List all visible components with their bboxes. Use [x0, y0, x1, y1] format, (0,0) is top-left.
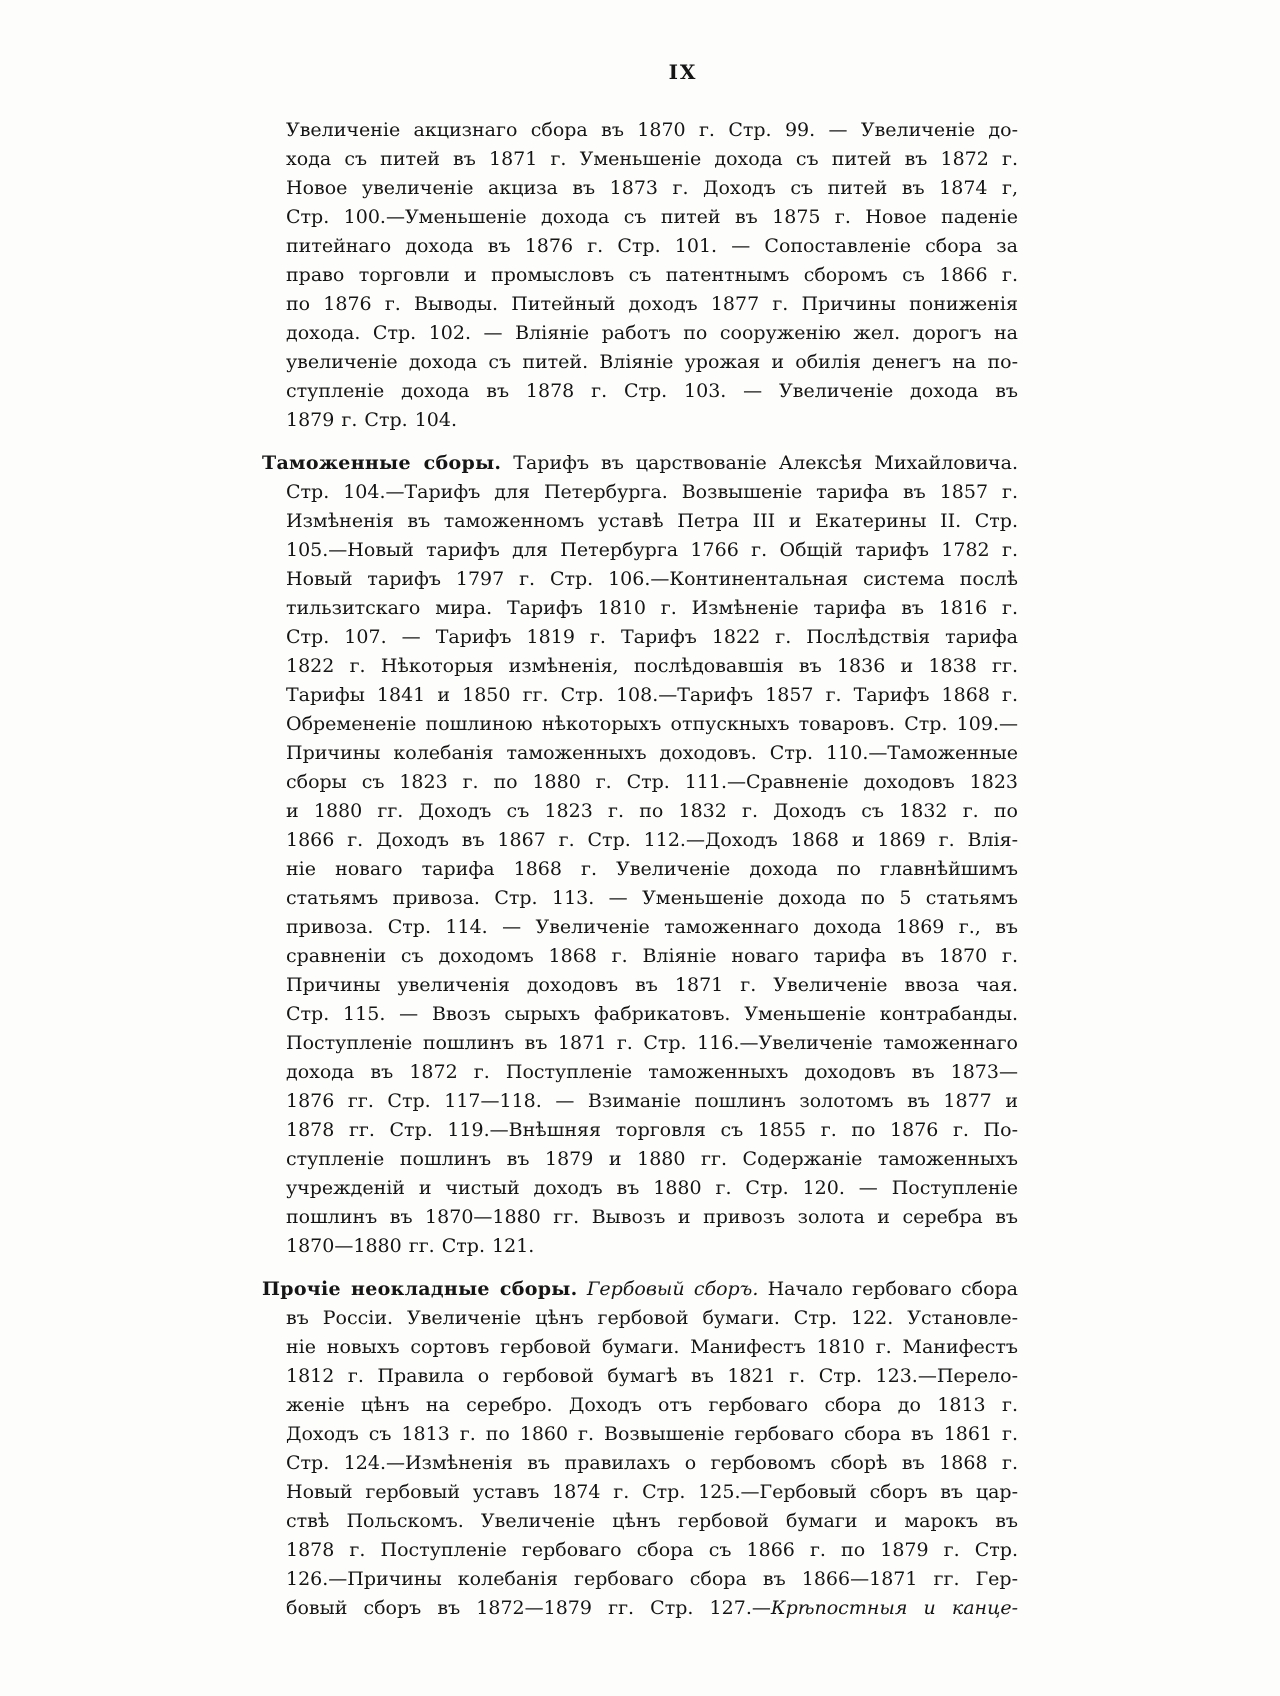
text-line [286, 942, 1018, 971]
text-segment: ступленіе дохода въ 1878 г. Стр. 103. — Увеличеніе дохода въ [286, 380, 1018, 402]
text-segment: Увеличеніе акцизнаго сбора въ 1870 г. Стр. 99. — Увеличеніе до- [286, 119, 1018, 141]
text-segment: Измѣненія въ таможенномъ уставѣ Петра III и Екатерины II. Стр. [286, 510, 1018, 532]
text-line [286, 1304, 1018, 1333]
text-segment: Новое увеличеніе акциза въ 1873 г. Доходъ съ питей въ 1874 г, [286, 177, 1018, 199]
text-line [286, 768, 1018, 797]
italic-subsection-lead: Крѣпостныя и канце- [770, 1597, 1018, 1619]
text-segment: право торговли и промысловъ съ патентнымъ сборомъ съ 1866 г. [286, 264, 1018, 286]
text-segment: 1812 г. Правила о гербовой бумагѣ въ 1821 г. Стр. 123.—Перело- [286, 1365, 1018, 1387]
text-line [286, 1565, 1018, 1594]
text-line [286, 1594, 1018, 1623]
text-line [286, 232, 1018, 261]
text-segment: Причины колебанія таможенныхъ доходовъ. Стр. 110.—Таможенные [286, 742, 1018, 764]
text-segment: Тарифъ въ царствованіе Алексѣя Михайловича. [501, 452, 1018, 474]
paragraph-other-non-salary-taxes [262, 1275, 1018, 1623]
text-segment: дохода въ 1872 г. Поступленіе таможенныхъ доходовъ въ 1873— [286, 1061, 1018, 1083]
text-line [286, 1478, 1018, 1507]
text-segment: дохода. Стр. 102. — Вліяніе работъ по сооруженію жел. дорогъ на [286, 322, 1018, 344]
text-segment: Стр. 107. — Тарифъ 1819 г. Тарифъ 1822 г. Послѣдствія тарифа [286, 626, 1018, 648]
text-line [286, 971, 1018, 1000]
text-line [286, 594, 1018, 623]
text-line [286, 478, 1018, 507]
text-line [286, 1449, 1018, 1478]
text-segment: Причины увеличенія доходовъ въ 1871 г. Увеличеніе ввоза чая. [286, 974, 1018, 996]
text-segment: 1866 г. Доходъ въ 1867 г. Стр. 112.—Доходъ 1868 и 1869 г. Влія- [286, 829, 1018, 851]
text-line [286, 1116, 1018, 1145]
text-segment: Доходъ съ 1813 г. по 1860 г. Возвышеніе гербоваго сбора въ 1861 г. [286, 1423, 1018, 1445]
text-line [286, 1391, 1018, 1420]
text-segment: сборы съ 1823 г. по 1880 г. Стр. 111.—Сравненіе доходовъ 1823 [286, 771, 1018, 793]
text-line [286, 319, 1018, 348]
text-line [262, 1275, 1018, 1304]
text-line [286, 1232, 1018, 1261]
text-segment: Стр. 100.—Уменьшеніе дохода съ питей въ 1875 г. Новое паденіе [286, 206, 1018, 228]
text-segment: статьямъ привоза. Стр. 113. — Уменьшеніе дохода по 5 статьямъ [286, 887, 1018, 909]
text-line [286, 652, 1018, 681]
text-segment: ніе новаго тарифа 1868 г. Увеличеніе дохода по главнѣйшимъ [286, 858, 1018, 880]
text-segment: Начало гербоваго сбора [758, 1278, 1018, 1300]
table-of-contents-text [262, 116, 1018, 1637]
text-line [286, 1362, 1018, 1391]
text-segment: въ Россіи. Увеличеніе цѣнъ гербовой бумаги. Стр. 122. Установле- [286, 1307, 1018, 1329]
page-number: IX [668, 60, 698, 84]
text-line [286, 623, 1018, 652]
text-segment: и 1880 гг. Доходъ съ 1823 г. по 1832 г. Доходъ съ 1832 г. по [286, 800, 1018, 822]
text-line [286, 174, 1018, 203]
text-segment: Поступленіе пошлинъ въ 1871 г. Стр. 116.—Увеличеніе таможеннаго [286, 1032, 1018, 1054]
text-segment: Новый тарифъ 1797 г. Стр. 106.—Континентальная система послѣ [286, 568, 1018, 590]
text-line [286, 261, 1018, 290]
text-segment: Новый гербовый уставъ 1874 г. Стр. 125.—Гербовый сборъ въ цар- [286, 1481, 1018, 1503]
text-segment: Тарифы 1841 и 1850 гг. Стр. 108.—Тарифъ 1857 г. Тарифъ 1868 г. [286, 684, 1018, 706]
text-segment: привоза. Стр. 114. — Увеличеніе таможеннаго дохода 1869 г., въ [286, 916, 1018, 938]
text-line [286, 377, 1018, 406]
text-line [262, 449, 1018, 478]
text-segment: Стр. 124.—Измѣненія въ правилахъ о гербовомъ сборѣ въ 1868 г. [286, 1452, 1018, 1474]
text-line [286, 145, 1018, 174]
text-line [286, 913, 1018, 942]
text-segment: Стр. 115. — Ввозъ сырыхъ фабрикатовъ. Уменьшеніе контрабанды. [286, 1003, 1018, 1025]
text-segment: учрежденій и чистый доходъ въ 1880 г. Стр. 120. — Поступленіе [286, 1177, 1018, 1199]
text-segment: сравненіи съ доходомъ 1868 г. Вліяніе новаго тарифа въ 1870 г. [286, 945, 1018, 967]
text-segment: 1870—1880 гг. Стр. 121. [286, 1235, 535, 1257]
text-line [286, 1203, 1018, 1232]
text-segment: 1878 гг. Стр. 119.—Внѣшняя торговля съ 1855 г. по 1876 г. По- [286, 1119, 1018, 1141]
text-segment: бовый сборъ въ 1872—1879 гг. Стр. 127.— [286, 1597, 771, 1619]
text-line [286, 565, 1018, 594]
text-line [286, 884, 1018, 913]
text-segment: питейнаго дохода въ 1876 г. Стр. 101. — Сопоставленіе сбора за [286, 235, 1018, 257]
text-segment: женіе цѣнъ на серебро. Доходъ отъ гербоваго сбора до 1813 г. [286, 1394, 1018, 1416]
paragraph-customs-duties [262, 449, 1018, 1261]
text-line [286, 116, 1018, 145]
paragraph-excise-continuation [262, 116, 1018, 435]
text-segment: Стр. 104.—Тарифъ для Петербурга. Возвышеніе тарифа въ 1857 г. [286, 481, 1018, 503]
text-segment: 1878 г. Поступленіе гербоваго сбора съ 1866 г. по 1879 г. Стр. [286, 1539, 1018, 1561]
text-segment: увеличеніе дохода съ питей. Вліяніе урожая и обилія денегъ на по- [286, 351, 1018, 373]
text-line [286, 1507, 1018, 1536]
text-line [286, 1333, 1018, 1362]
bold-section-lead: Прочіе неокладные сборы. [262, 1278, 578, 1300]
bold-section-lead: Таможенные сборы. [262, 452, 502, 474]
text-line [286, 710, 1018, 739]
text-segment: хода съ питей въ 1871 г. Уменьшеніе дохода съ питей въ 1872 г. [286, 148, 1018, 170]
italic-subsection-lead: Гербовый сборъ. [586, 1278, 759, 1300]
text-line [286, 1058, 1018, 1087]
text-segment: ніе новыхъ сортовъ гербовой бумаги. Манифестъ 1810 г. Манифестъ [286, 1336, 1018, 1358]
text-line [286, 1087, 1018, 1116]
text-line [286, 406, 1018, 435]
text-line [286, 1145, 1018, 1174]
text-segment: 105.—Новый тарифъ для Петербурга 1766 г. Общій тарифъ 1782 г. [286, 539, 1018, 561]
text-line [286, 797, 1018, 826]
text-line [286, 1000, 1018, 1029]
text-segment: 1822 г. Нѣкоторыя измѣненія, послѣдовавшія въ 1836 и 1838 гг. [286, 655, 1018, 677]
text-line [286, 203, 1018, 232]
text-segment: ствѣ Польскомъ. Увеличеніе цѣнъ гербовой бумаги и марокъ въ [286, 1510, 1018, 1532]
text-line [286, 1029, 1018, 1058]
text-segment: 126.—Причины колебанія гербоваго сбора въ 1866—1871 гг. Гер- [286, 1568, 1018, 1590]
text-line [286, 290, 1018, 319]
text-segment: по 1876 г. Выводы. Питейный доходъ 1877 г. Причины пониженія [286, 293, 1018, 315]
text-line [286, 348, 1018, 377]
text-segment: тильзитскаго мира. Тарифъ 1810 г. Измѣненіе тарифа въ 1816 г. [286, 597, 1018, 619]
text-line [286, 536, 1018, 565]
text-segment: ступленіе пошлинъ въ 1879 и 1880 гг. Содержаніе таможенныхъ [286, 1148, 1018, 1170]
text-line [286, 855, 1018, 884]
text-line [286, 681, 1018, 710]
text-line [286, 507, 1018, 536]
text-segment: пошлинъ въ 1870—1880 гг. Вывозъ и привозъ золота и серебра въ [286, 1206, 1018, 1228]
text-segment: 1876 гг. Стр. 117—118. — Взиманіе пошлинъ золотомъ въ 1877 и [286, 1090, 1018, 1112]
text-line [286, 739, 1018, 768]
text-segment: Обремененіе пошлиною нѣкоторыхъ отпускныхъ товаровъ. Стр. 109.— [286, 713, 1018, 735]
text-segment [578, 1278, 587, 1300]
text-line [286, 1536, 1018, 1565]
text-line [286, 1174, 1018, 1203]
text-segment: 1879 г. Стр. 104. [286, 409, 458, 431]
text-line [286, 1420, 1018, 1449]
text-line [286, 826, 1018, 855]
